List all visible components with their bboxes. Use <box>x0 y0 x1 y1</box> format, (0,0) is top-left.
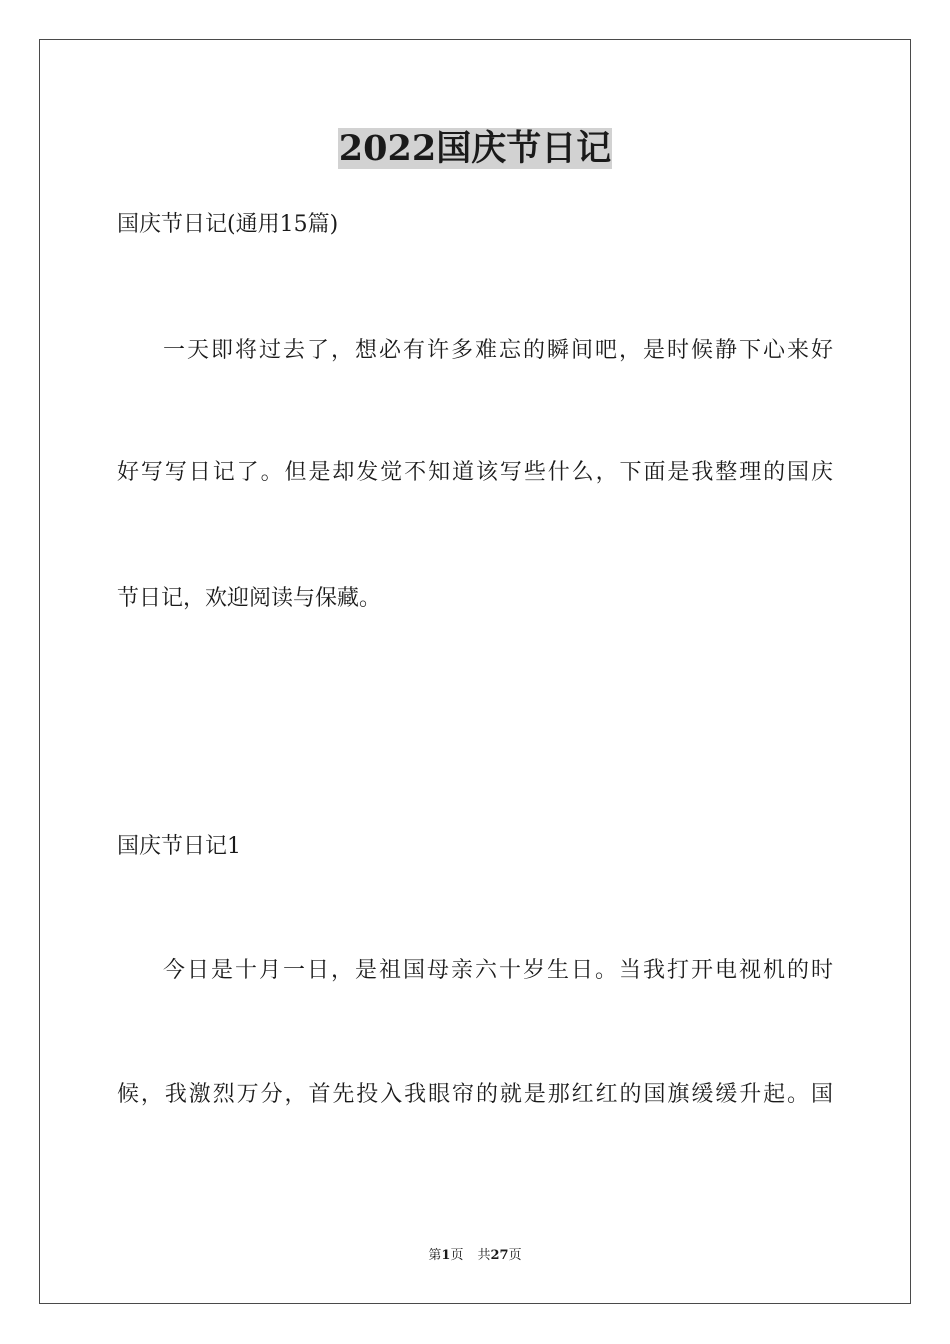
document-title <box>0 127 950 171</box>
footer-total-prefix: 共 <box>477 1248 491 1263</box>
body-paragraph-line-1: 今日是十月一日，是祖国母亲六十岁生日。当我打开电视机的时 <box>163 958 833 983</box>
section-heading: 国庆节日记1 <box>117 834 241 859</box>
footer-page-prefix: 第 <box>428 1248 442 1263</box>
body-paragraph-line-2: 候，我激烈万分，首先投入我眼帘的就是那红红的国旗缓缓升起。国 <box>117 1082 833 1107</box>
document-subtitle: 国庆节日记(通用15篇) <box>117 212 339 237</box>
footer-total-pages: 27 <box>490 1248 509 1263</box>
page-footer <box>0 1247 950 1265</box>
footer-total-suffix: 页 <box>508 1248 522 1263</box>
footer-page-suffix: 页 <box>450 1248 464 1263</box>
document-title-text: 2022国庆节日记 <box>338 128 612 169</box>
intro-paragraph-line-1: 一天即将过去了，想必有许多难忘的瞬间吧，是时候静下心来好 <box>163 338 833 363</box>
footer-page-number: 1 <box>441 1248 451 1263</box>
intro-paragraph-line-3: 节日记，欢迎阅读与保藏。 <box>117 586 382 611</box>
intro-paragraph-line-2: 好写写日记了。但是却发觉不知道该写些什么，下面是我整理的国庆 <box>117 460 833 485</box>
